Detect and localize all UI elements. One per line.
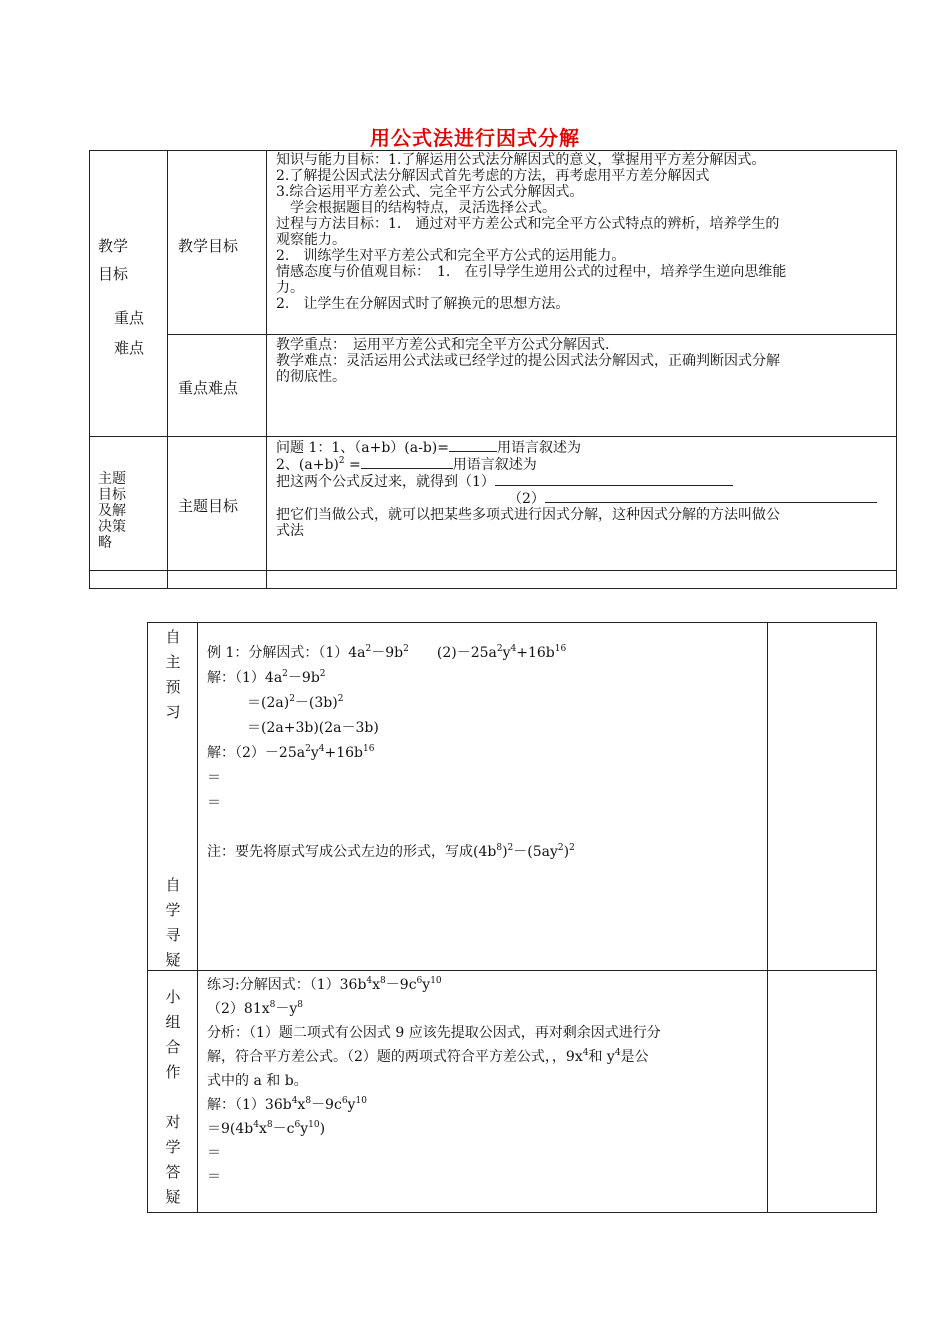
self-study-table <box>147 622 877 1213</box>
goal-line: 观察能力。 <box>276 232 346 248</box>
vertical-char: 学 <box>165 901 181 919</box>
goal-line: 知识与能力目标：1.了解运用公式法分解因式的意义，掌握用平方差分解因式。 <box>276 152 766 168</box>
vertical-char: 对 <box>165 1113 181 1131</box>
goal-column-header <box>90 151 168 437</box>
blank-1[interactable] <box>449 439 497 452</box>
theme-header-char: 决策 <box>98 519 126 535</box>
empty-cell-c <box>267 571 897 589</box>
vertical-char: 预 <box>165 678 181 696</box>
key-points-label-cell <box>168 335 267 437</box>
theme-goal-label-cell <box>168 437 267 571</box>
notes-cell-1 <box>768 623 877 971</box>
header-nandian: 难点 <box>114 339 145 357</box>
key-points-content <box>267 335 897 437</box>
question-1: 问题 1：1、（a+b）(a-b)= 用语言叙述为 <box>276 440 581 456</box>
self-study-label <box>148 873 198 973</box>
key-point-line: 教学难点：灵活运用公式法或已经学过的提公因式法分解因式，正确判断因式分解 <box>276 353 780 369</box>
vertical-char: 习 <box>165 703 181 721</box>
prac-line-5: 式中的 a 和 b。 <box>207 1073 308 1089</box>
prac-line-3: 分析：（1）题二项式有公因式 9 应该先提取公因式，再对剩余因式进行分 <box>207 1025 661 1041</box>
header-jiaoxue: 教学 <box>98 237 129 255</box>
vertical-char: 疑 <box>165 1188 181 1206</box>
blank-2[interactable] <box>361 456 453 469</box>
prac-eq-1: ＝ <box>207 1145 221 1161</box>
goal-line: 力。 <box>276 280 304 296</box>
prac-line-1: 练习:分解因式：$(1)36b^4x^8-9c^6y^{10}$ <box>207 976 442 993</box>
theme-goal-content <box>267 437 897 571</box>
prac-line-2: $(2)81x^8-y^8$ <box>207 1000 304 1017</box>
question-5: 式法 <box>276 523 304 539</box>
self-study-column <box>148 623 198 971</box>
goal-line: 2. 让学生在分解因式时了解换元的思想方法。 <box>276 296 570 312</box>
key-points-lines <box>276 337 892 385</box>
notes-cell-2 <box>768 971 877 1213</box>
ex1-eq-2: ＝ <box>207 795 221 811</box>
vertical-char: 作 <box>165 1063 181 1081</box>
theme-header-char: 主题 <box>98 471 126 487</box>
blank-3[interactable] <box>495 473 733 486</box>
ex1-line-3: $=(2a)^2-(3b)^2$ <box>247 694 344 711</box>
ex1-eq-1: ＝ <box>207 770 221 786</box>
prac-eq-2: ＝ <box>207 1169 221 1185</box>
teaching-goal-lines <box>276 152 892 312</box>
empty-cell-a <box>90 571 168 589</box>
blank-4[interactable] <box>545 490 877 503</box>
vertical-char: 组 <box>165 1013 181 1031</box>
theme-goal-label: 主题目标 <box>178 497 239 515</box>
vertical-char: 答 <box>165 1163 181 1181</box>
vertical-char: 主 <box>165 653 181 671</box>
goal-line: 情感态度与价值观目标： 1. 在引导学生逆用公式的过程中，培养学生逆向思维能 <box>276 264 787 280</box>
vertical-char: 学 <box>165 1138 181 1156</box>
question-4: 把它们当做公式，就可以把某些多项式进行因式分解，这种因式分解的方法叫做公 <box>276 507 780 523</box>
document-title: 用公式法进行因式分解 <box>370 126 580 150</box>
goal-line: 2. 训练学生对平方差公式和完全平方公式的运用能力。 <box>276 248 626 264</box>
header-mubiao: 目标 <box>98 265 129 283</box>
group-work-column <box>148 971 198 1213</box>
vertical-char: 小 <box>165 988 181 1006</box>
question-3b: （2） <box>276 490 892 507</box>
ex1-line-2: 解：$(1)4a^2-9b^2$ <box>207 669 326 686</box>
self-preview-label <box>148 625 198 725</box>
goal-line: 学会根据题目的结构特点，灵活选择公式。 <box>276 200 556 216</box>
group-work-label <box>148 985 198 1210</box>
vertical-char: 合 <box>165 1038 181 1056</box>
theme-column-header <box>90 437 168 571</box>
key-points-label: 重点难点 <box>178 379 239 397</box>
vertical-char <box>148 1085 198 1110</box>
goal-line: 3.综合运用平方差公式、完全平方公式分解因式。 <box>276 184 584 200</box>
teaching-goal-content <box>267 151 897 335</box>
teaching-goal-label-cell <box>168 151 267 335</box>
key-point-line: 教学重点： 运用平方差公式和完全平方公式分解因式. <box>276 337 610 353</box>
key-point-line: 的彻底性。 <box>276 369 346 385</box>
ex1-line-1: 例 1：分解因式：$(1)4a^2-9b^2$ $(2)-25a^2y^4+16b^{16}$ <box>207 644 567 661</box>
theme-header-char: 目标 <box>98 487 126 503</box>
vertical-char: 疑 <box>165 951 181 969</box>
goal-line: 过程与方法目标：1. 通过对平方差公式和完全平方公式特点的辨析，培养学生的 <box>276 216 780 232</box>
ex1-note: 注：要先将原式写成公式左边的形式，写成$(4b^8)^2-(5ay^2)^2$ <box>207 843 575 860</box>
vertical-char: 寻 <box>165 926 181 944</box>
vertical-char: 自 <box>165 876 181 894</box>
empty-cell-b <box>168 571 267 589</box>
prac-line-4: 解，符合平方差公式。（2）题的两项式符合平方差公式，，$9x^4$和 $y^4$是公 <box>207 1048 649 1065</box>
prac-sol-2: $=9(4b^4x^8-c^6y^{10})$ <box>207 1120 326 1137</box>
theme-header-char: 略 <box>98 535 112 551</box>
header-zhongdian: 重点 <box>114 309 145 327</box>
vertical-char: 自 <box>165 628 181 646</box>
theme-header-char: 及解 <box>98 503 126 519</box>
practice-content <box>198 971 768 1213</box>
theme-header-text <box>98 471 126 551</box>
teaching-goal-label: 教学目标 <box>178 237 239 255</box>
lesson-plan-table <box>89 150 897 589</box>
goal-line: 2.了解提公因式法分解因式首先考虑的方法，再考虑用平方差分解因式 <box>276 168 710 184</box>
question-2: 2、$(a+b)^2$ = 用语言叙述为 <box>276 456 537 473</box>
ex1-line-4: ＝(2a+3b)(2a－3b) <box>247 720 379 736</box>
prac-sol-1: 解：$(1)36b^4x^8-9c^6y^{10}$ <box>207 1096 367 1113</box>
example-1-content <box>198 623 768 971</box>
ex1-line-5: 解：$(2)-25a^2y^4+16b^{16}$ <box>207 744 375 761</box>
question-3: 把这两个公式反过来，就得到（1） <box>276 473 892 490</box>
